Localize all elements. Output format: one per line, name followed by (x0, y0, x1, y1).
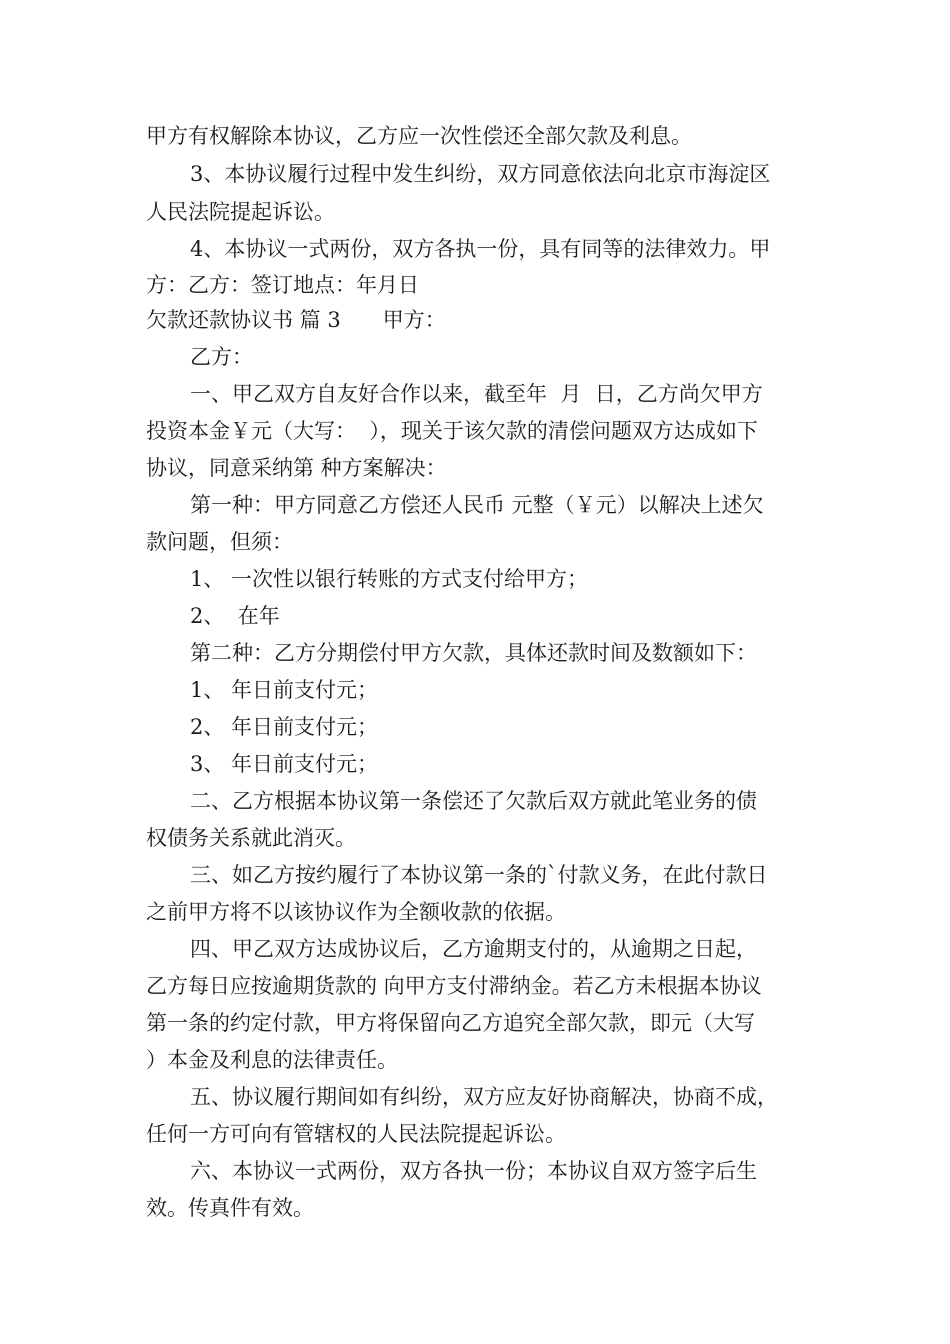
text-line: 三、如乙方按约履行了本协议第一条的`付款义务，在此付款日 (190, 863, 768, 887)
text-line: 款问题，但须： (146, 530, 293, 554)
text-line: 甲方有权解除本协议，乙方应一次性偿还全部欠款及利息。 (146, 124, 692, 148)
text-line: 协议，同意采纳第 种方案解决： (146, 456, 447, 480)
text-line: 3、 年日前支付元； (190, 752, 379, 776)
text-line: 第一种：甲方同意乙方偿还人民币 元整（￥元）以解决上述欠 (190, 493, 764, 517)
text-line: 四、甲乙双方达成协议后，乙方逾期支付的，从逾期之日起， (190, 937, 757, 961)
text-line: ）本金及利息的法律责任。 (146, 1048, 398, 1072)
text-line: 第二种：乙方分期偿付甲方欠款，具体还款时间及数额如下： (190, 641, 757, 665)
text-line: 权债务关系就此消灭。 (146, 826, 356, 850)
section-heading: 欠款还款协议书 篇 3 甲方： (146, 308, 446, 332)
text-line: 人民法院提起诉讼。 (146, 200, 335, 224)
text-line: 一、甲乙双方自友好合作以来，截至年 月 日，乙方尚欠甲方 (190, 382, 763, 406)
text-line: 2、 年日前支付元； (190, 715, 379, 739)
text-line: 五、协议履行期间如有纠纷，双方应友好协商解决，协商不成， (190, 1085, 778, 1109)
text-line: 1、 年日前支付元； (190, 678, 379, 702)
text-line: 二、乙方根据本协议第一条偿还了欠款后双方就此笔业务的债 (190, 789, 757, 813)
text-line: 投资本金￥元（大写： ），现关于该欠款的清偿问题双方达成如下 (146, 419, 758, 443)
text-line: 乙方： (190, 345, 253, 369)
text-line: 之前甲方将不以该协议作为全额收款的依据。 (146, 900, 566, 924)
text-line: 1、 一次性以银行转账的方式支付给甲方； (190, 567, 589, 591)
text-line: 2、 在年 (190, 604, 280, 628)
text-line: 六、本协议一式两份，双方各执一份；本协议自双方签字后生 (190, 1159, 757, 1183)
text-line: 4、本协议一式两份，双方各执一份，具有同等的法律效力。甲 (190, 237, 771, 261)
text-line: 方：乙方：签订地点：年月日 (146, 273, 419, 297)
text-line: 效。传真件有效。 (146, 1196, 314, 1220)
text-line: 3、本协议履行过程中发生纠纷，双方同意依法向北京市海淀区 (190, 162, 771, 186)
text-line: 第一条的约定付款，甲方将保留向乙方追究全部欠款，即元（大写 (146, 1011, 755, 1035)
text-line: 乙方每日应按逾期货款的 向甲方支付滞纳金。若乙方未根据本协议 (146, 974, 762, 998)
text-line: 任何一方可向有管辖权的人民法院提起诉讼。 (146, 1122, 566, 1146)
